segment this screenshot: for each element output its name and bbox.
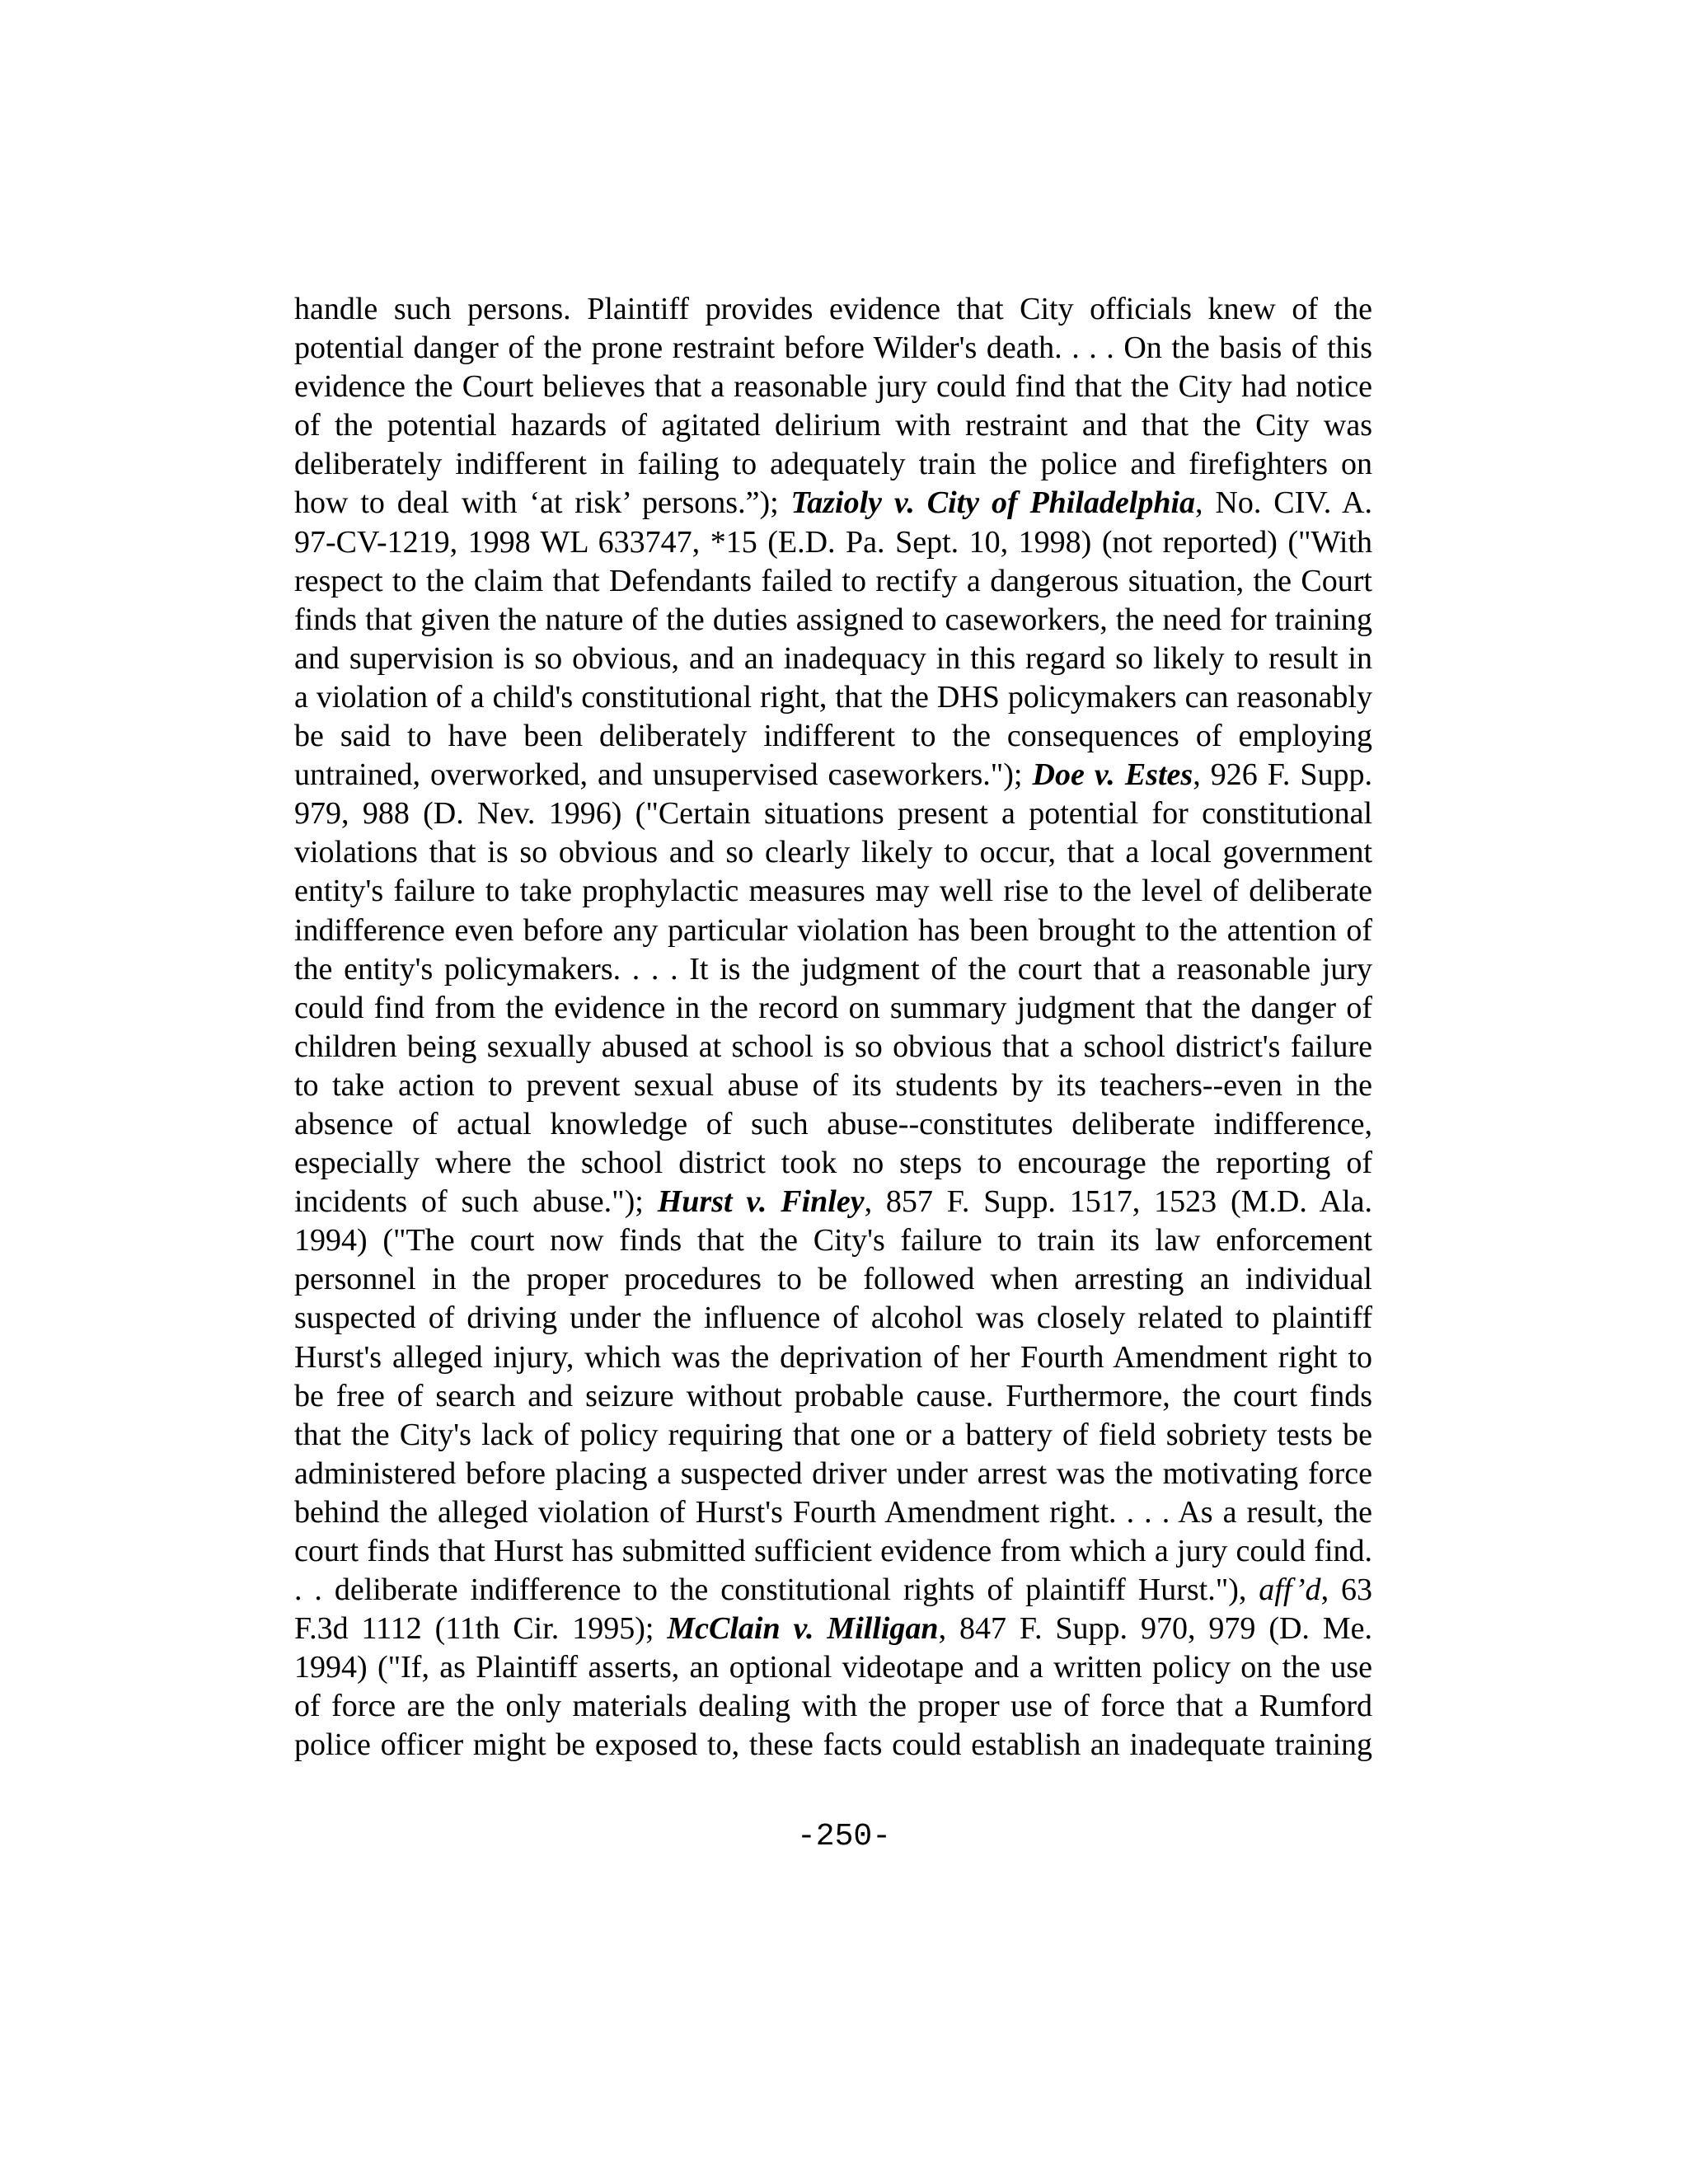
text-line — [294, 950, 1372, 989]
text-line — [294, 329, 1372, 368]
case-name: Hurst v. Finley — [657, 1184, 865, 1220]
text-run: especially where the school district took no steps to encourage the reporting of — [294, 1146, 1372, 1181]
text-line — [294, 406, 1372, 445]
text-line — [294, 1105, 1372, 1144]
text-run: evidence the Court believes that a reasonable jury could find that the City had notice — [294, 369, 1372, 405]
text-run: , 63 — [1320, 1572, 1372, 1608]
text-run: , 926 F. Supp. — [1193, 757, 1372, 793]
case-name: McClain v. Milligan — [667, 1611, 939, 1647]
text-line — [294, 717, 1372, 756]
text-run: , No. CIV. A. — [1195, 485, 1372, 521]
text-line — [294, 1183, 1372, 1221]
citation-signal: aff’d — [1259, 1572, 1321, 1608]
text-run: indifference even before any particular violation has been brought to the attention of — [294, 912, 1372, 948]
text-line — [294, 484, 1372, 523]
text-run: personnel in the proper procedures to be followed when arresting an individual — [294, 1262, 1372, 1297]
text-run: police officer might be exposed to, these facts could establish an inadequate training — [294, 1727, 1372, 1763]
text-line — [294, 1299, 1372, 1338]
text-run: administered before placing a suspected driver under arrest was the motivating force — [294, 1455, 1372, 1491]
text-line — [294, 912, 1372, 950]
text-line — [294, 1610, 1372, 1648]
text-line — [294, 1493, 1372, 1532]
text-run: entity's failure to take prophylactic measures may well rise to the level of deliberate — [294, 874, 1372, 909]
text-run: that the City's lack of policy requiring that one or a battery of field sobriety tests be — [294, 1417, 1372, 1452]
text-line — [294, 1377, 1372, 1416]
text-run: Hurst's alleged injury, which was the deprivation of her Fourth Amendment right to — [294, 1339, 1372, 1375]
text-line — [294, 678, 1372, 717]
text-run: behind the alleged violation of Hurst's Fourth Amendment right. . . . As a result, the — [294, 1494, 1372, 1530]
text-run: of the potential hazards of agitated delirium with restraint and that the City was — [294, 408, 1372, 443]
text-line — [294, 989, 1372, 1028]
text-line — [294, 756, 1372, 794]
text-line — [294, 1260, 1372, 1299]
text-run: respect to the claim that Defendants failed to rectify a dangerous situation, the Court — [294, 563, 1372, 598]
text-run: incidents of such abuse."); — [294, 1184, 658, 1220]
text-run: court finds that Hurst has submitted sufficient evidence from which a jury could find. — [294, 1534, 1372, 1568]
text-run: 1994) ("If, as Plaintiff asserts, an optional videotape and a written policy on the use — [294, 1650, 1372, 1685]
text-line — [294, 523, 1372, 562]
body-text — [294, 290, 1372, 1765]
text-run: 97-CV-1219, 1998 WL 633747, *15 (E.D. Pa. Sept. 10, 1998) (not reported) ("With — [294, 524, 1372, 560]
text-line — [294, 1066, 1372, 1105]
text-run: . . deliberate indifference to the constitutional rights of plaintiff Hurst."), — [294, 1572, 1259, 1608]
text-line — [294, 1144, 1372, 1183]
text-line — [294, 601, 1372, 640]
text-run: and supervision is so obvious, and an inadequacy in this regard so likely to result in — [294, 640, 1372, 676]
text-line — [294, 1532, 1372, 1571]
text-line — [294, 1648, 1372, 1687]
text-run: 979, 988 (D. Nev. 1996) ("Certain situations present a potential for constitutional — [294, 796, 1372, 832]
text-run: suspected of driving under the influence of alcohol was closely related to plaintiff — [294, 1301, 1372, 1336]
text-line — [294, 562, 1372, 601]
text-run: deliberately indifferent in failing to adequately train the police and firefighters on — [294, 447, 1372, 482]
text-line — [294, 1687, 1372, 1726]
text-line — [294, 872, 1372, 911]
text-run: to take action to prevent sexual abuse of its students by its teachers--even in the — [294, 1067, 1372, 1103]
text-line — [294, 1221, 1372, 1260]
text-line — [294, 1455, 1372, 1493]
text-run: , 847 F. Supp. 970, 979 (D. Me. — [938, 1611, 1372, 1647]
text-line — [294, 1028, 1372, 1066]
text-run: , 857 F. Supp. 1517, 1523 (M.D. Ala. — [864, 1184, 1372, 1220]
text-run: a violation of a child's constitutional right, that the DHS policymakers can reasonably — [294, 679, 1372, 715]
text-line — [294, 640, 1372, 678]
text-run: how to deal with ‘at risk’ persons.”); — [294, 485, 791, 521]
text-line — [294, 1571, 1372, 1610]
page-number: -250- — [796, 1819, 892, 1854]
text-run: 1994) ("The court now finds that the City's failure to train its law enforcement — [294, 1223, 1372, 1258]
text-run: be said to have been deliberately indifferent to the consequences of employing — [294, 719, 1372, 754]
text-run: finds that given the nature of the duties assigned to caseworkers, the need for training — [294, 602, 1372, 637]
text-run: potential danger of the prone restraint before Wilder's death. . . . On the basis of this — [294, 330, 1372, 366]
text-line — [294, 290, 1372, 329]
text-line — [294, 1338, 1372, 1377]
text-line — [294, 1726, 1372, 1765]
text-line — [294, 445, 1372, 484]
text-run: could find from the evidence in the record on summary judgment that the danger of — [294, 990, 1372, 1025]
case-name: Tazioly v. City of Philadelphia — [790, 485, 1196, 521]
text-line — [294, 1416, 1372, 1455]
text-run: handle such persons. Plaintiff provides evidence that City officials knew of the — [294, 292, 1372, 326]
case-name: Doe v. Estes — [1032, 757, 1193, 793]
text-run: violations that is so obvious and so clearly likely to occur, that a local government — [294, 835, 1372, 870]
text-run: of force are the only materials dealing with the proper use of force that a Rumford — [294, 1689, 1372, 1724]
text-line — [294, 368, 1372, 406]
text-run: the entity's policymakers. . . . It is the judgment of the court that a reasonable jury — [294, 951, 1372, 987]
text-run: F.3d 1112 (11th Cir. 1995); — [294, 1611, 668, 1647]
text-line — [294, 833, 1372, 872]
text-line — [294, 794, 1372, 833]
text-run: untrained, overworked, and unsupervised caseworkers."); — [294, 757, 1033, 793]
text-run: absence of actual knowledge of such abuse--constitutes deliberate indifference, — [294, 1106, 1372, 1141]
text-run: children being sexually abused at school is so obvious that a school district's failure — [294, 1029, 1372, 1064]
text-run: be free of search and seizure without probable cause. Furthermore, the court finds — [294, 1378, 1372, 1413]
